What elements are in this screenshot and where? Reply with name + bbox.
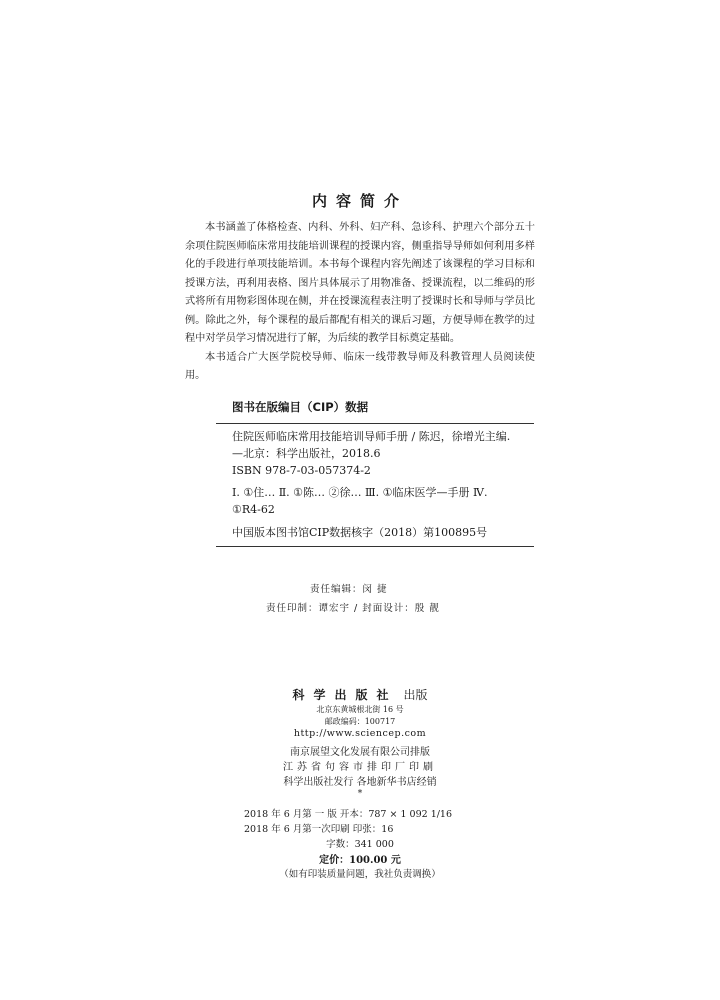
typesetter-line: 南京展望文化发展有限公司排版: [290, 747, 430, 758]
cip-heading: 图书在版编目（CIP）数据: [232, 400, 369, 414]
summary-title: 内容简介: [311, 192, 408, 210]
cip-isbn: ISBN 978-7-03-057374-2: [232, 464, 371, 477]
edition-line: 2018 年 6 月第 一 版 开本：787 × 1 092 1/16: [244, 809, 453, 820]
separator-asterisk: *: [357, 789, 363, 799]
printer-line: 江苏省句容市排印厂印刷: [283, 762, 437, 773]
quality-notice: （如有印装质量问题，我社负责调换）: [279, 869, 441, 880]
publisher-website: http://www.sciencep.com: [293, 728, 427, 739]
summary-body: [185, 219, 535, 386]
printing-line: 2018 年 6 月第一次印刷 印张：16: [244, 824, 394, 835]
word-count: 字数：341 000: [326, 839, 394, 850]
publisher-line: [0, 686, 720, 703]
publisher-suffix: 出版: [403, 688, 428, 702]
publisher-name: 科学出版社: [292, 688, 398, 702]
cip-subject-line: Ⅰ. ①住… Ⅱ. ①陈… ②徐… Ⅲ. ①临床医学—手册 Ⅳ.: [232, 486, 488, 499]
summary-paragraph: 本书适合广大医学院校导师、临床一线带教导师及科教管理人员阅读使用。: [185, 351, 535, 381]
cip-classification: ①R4-62: [232, 503, 275, 516]
cip-publication-line: —北京：科学出版社，2018.6: [232, 447, 381, 460]
cip-bibliographic-block: [232, 428, 542, 479]
distributor-line: 科学出版社发行 各地新华书店经销: [283, 777, 437, 788]
cip-title-line: 住院医师临床常用技能培训导师手册 / 陈迟，徐增光主编.: [232, 430, 511, 443]
publisher-address: 北京东黄城根北街 16 号: [316, 705, 404, 714]
cip-divider-top: [216, 423, 534, 424]
print-design-credit: 责任印制：谭宏宇 / 封面设计：殷 靓: [266, 603, 440, 614]
publisher-postcode: 邮政编码：100717: [324, 717, 396, 726]
cip-divider-bottom: [216, 546, 534, 547]
cip-subject-block: [232, 484, 542, 518]
summary-paragraph: 本书涵盖了体格检查、内科、外科、妇产科、急诊科、护理六个部分五十余项住院医师临床常用技能培训课程的授课内容，侧重指导导师如何利用多样化的手段进行单项技能培训。本书每个课程内容先阐述了该课程的学习目标和授课方法，再利用表格、图片具体展示了用物准备、授课流程，以二维码的形式将所有用物彩图体现在侧，并在授课流程表注明了授课时长和导师与学员比例。除此之外，每个课程的最后都配有相关的课后习题，方便导师在教学的过程中对学员学习情况进行了解，为后续的教学目标奠定基础。: [185, 222, 535, 344]
price: 定价：100.00 元: [319, 855, 401, 866]
cip-record-number: 中国版本图书馆CIP数据核字（2018）第100895号: [232, 526, 488, 539]
editor-credit: 责任编辑：闵 捷: [310, 584, 388, 595]
